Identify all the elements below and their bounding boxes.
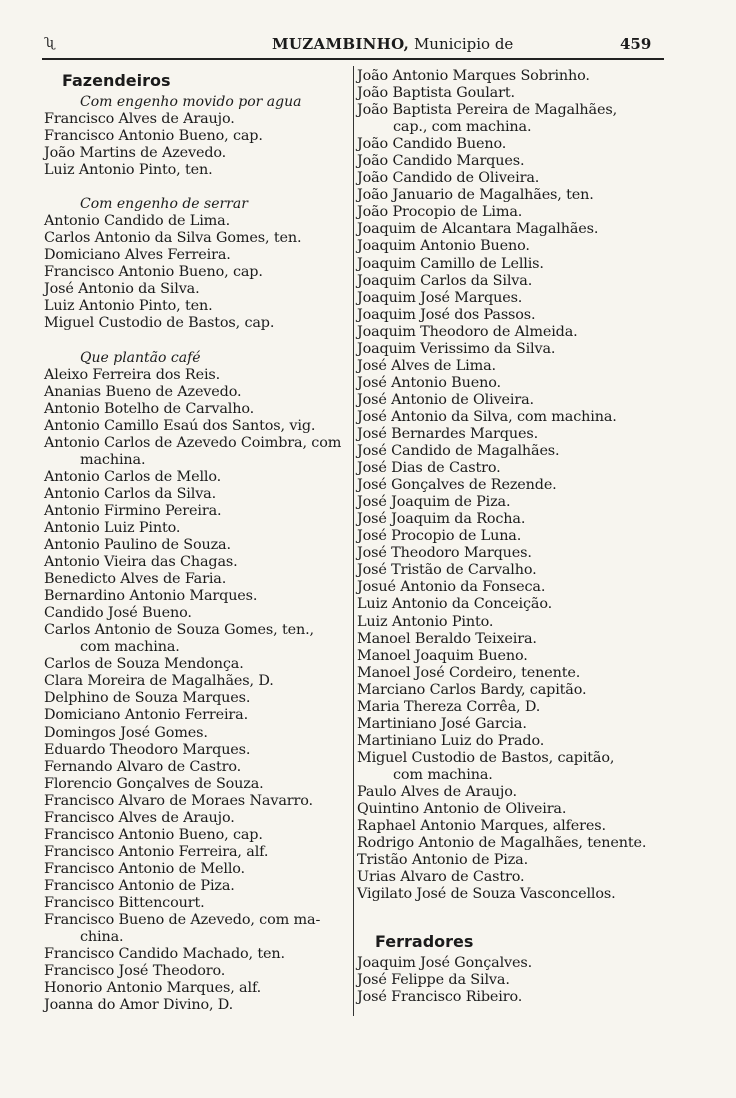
entry-line: Raphael Antonio Marques, alferes. <box>357 818 606 835</box>
entry-line: Carlos de Souza Mendonça. <box>44 656 244 673</box>
entry-line: José Joaquim de Piza. <box>357 494 511 511</box>
list-ferradores <box>357 955 669 1006</box>
entry-line: Joaquim Verissimo da Silva. <box>357 340 556 357</box>
spacer <box>44 179 350 196</box>
entry-line: Rodrigo Antonio de Magalhães, tenente. <box>357 835 647 852</box>
running-title-rest: Municipio de <box>409 35 514 53</box>
entry-line: Manoel José Cordeiro, tenente. <box>357 664 581 681</box>
entry-line: Ananias Bueno de Azevedo. <box>44 383 242 400</box>
entry-line: José Antonio de Oliveira. <box>357 391 534 408</box>
entry-line: José Antonio Bueno. <box>357 374 501 391</box>
entry-line: José Antonio da Silva. <box>44 281 200 298</box>
entry-line: João Antonio Marques Sobrinho. <box>357 68 590 84</box>
entry-line: Joaquim Carlos da Silva. <box>357 272 533 289</box>
page-header <box>28 34 668 56</box>
entry-line: Vigilato José de Souza Vasconcellos. <box>357 886 616 903</box>
list-plantao-cafe-continued <box>357 68 669 903</box>
entry-line: Carlos Antonio de Souza Gomes, ten., <box>44 622 314 639</box>
section-title-ferradores: Ferradores <box>375 932 474 952</box>
entry-line: Francisco Alves de Araujo. <box>44 809 235 826</box>
left-column <box>44 68 350 1014</box>
entry-line: Domiciano Alves Ferreira. <box>44 247 231 264</box>
entry-line: Martiniano Luiz do Prado. <box>357 732 545 749</box>
entry-line: João Candido de Oliveira. <box>357 170 540 187</box>
entry-line: Joaquim Antonio Bueno. <box>357 238 530 255</box>
section-title-fazendeiros: Fazendeiros <box>62 71 171 90</box>
entry-line: José Tristão de Carvalho. <box>357 562 537 579</box>
running-title <box>272 35 513 53</box>
entry-line: José Alves de Lima. <box>357 357 496 374</box>
entry-line: Francisco Antonio Bueno, cap. <box>44 128 263 145</box>
entry-line: Josué Antonio da Fonseca. <box>357 579 546 596</box>
column-divider <box>353 66 354 1016</box>
entry-line: Florencio Gonçalves de Souza. <box>44 775 264 792</box>
entry-line: Antonio Luiz Pinto. <box>44 519 181 536</box>
entry-line: Francisco Antonio de Mello. <box>44 860 245 877</box>
entry-line: Tristão Antonio de Piza. <box>357 852 529 869</box>
running-title-bold: MUZAMBINHO, <box>272 35 410 53</box>
entry-line: Joaquim José dos Passos. <box>357 306 536 323</box>
entry-line: Honorio Antonio Marques, alf. <box>44 980 262 997</box>
entry-line: José Joaquim da Rocha. <box>357 511 526 528</box>
entry-line: Francisco Bueno de Azevedo, com ma- <box>44 912 321 929</box>
entry-line: Joaquim José Marques. <box>357 289 523 306</box>
entry-line: Antonio Firmino Pereira. <box>44 502 222 519</box>
entry-line: Luiz Antonio da Conceição. <box>357 596 553 613</box>
entry-line: Antonio Carlos da Silva. <box>44 485 217 502</box>
list-plantao-cafe <box>44 367 350 1015</box>
entry-line: Miguel Custodio de Bastos, cap. <box>44 315 275 332</box>
spacer <box>44 333 350 350</box>
spacer <box>357 903 669 929</box>
entry-line: Domingos José Gomes. <box>44 724 208 741</box>
entry-line: Quintino Antonio de Oliveira. <box>357 801 567 818</box>
entry-line: Bernardino Antonio Marques. <box>44 588 258 605</box>
entry-line: Luiz Antonio Pinto, ten. <box>44 298 213 315</box>
entry-line: Fernando Alvaro de Castro. <box>44 758 242 775</box>
entry-line: Marciano Carlos Bardy, capitão. <box>357 681 587 698</box>
header-rule <box>42 58 664 60</box>
entry-line: com machina. <box>393 766 493 783</box>
entry-line: Delphino de Souza Marques. <box>44 690 251 707</box>
entry-line: Antonio Candido de Lima. <box>44 213 231 230</box>
entry-line: Luiz Antonio Pinto. <box>357 613 494 630</box>
entry-line: Francisco Antonio de Piza. <box>44 877 235 894</box>
entry-line: Antonio Camillo Esaú dos Santos, vig. <box>44 417 316 434</box>
entry-line: com machina. <box>80 639 180 656</box>
entry-line: João Procopio de Lima. <box>357 204 523 221</box>
entry-line: José Procopio de Luna. <box>357 528 522 545</box>
entry-line: Candido José Bueno. <box>44 605 192 622</box>
entry-line: Francisco Bittencourt. <box>44 894 205 911</box>
right-column <box>357 68 669 1006</box>
entry-line: Antonio Paulino de Souza. <box>44 536 231 553</box>
entry-line: João Candido Marques. <box>357 153 525 170</box>
entry-line: Francisco José Theodoro. <box>44 963 226 980</box>
entry-line: Benedicto Alves de Faria. <box>44 571 227 588</box>
page-number: 459 <box>620 35 652 53</box>
list-engenho-agua <box>44 111 350 179</box>
entry-line: Manoel Beraldo Teixeira. <box>357 630 537 647</box>
entry-line: Francisco Alvaro de Moraes Navarro. <box>44 792 313 809</box>
entry-line: Urias Alvaro de Castro. <box>357 869 525 886</box>
entry-line: Joaquim Camillo de Lellis. <box>357 255 544 272</box>
subtitle-plantao-cafe: Que plantão café <box>80 349 201 366</box>
entry-line: José Candido de Magalhães. <box>357 443 560 460</box>
entry-line: Martiniano José Garcia. <box>357 715 527 732</box>
entry-line: cap., com machina. <box>393 119 532 136</box>
entry-line: Luiz Antonio Pinto, ten. <box>44 162 213 179</box>
entry-line: João Januario de Magalhães, ten. <box>357 187 594 204</box>
list-engenho-serrar <box>44 213 350 332</box>
entry-line: João Martins de Azevedo. <box>44 145 227 162</box>
entry-line: Francisco Candido Machado, ten. <box>44 946 285 963</box>
entry-line: Aleixo Ferreira dos Reis. <box>44 366 221 383</box>
entry-line: José Bernardes Marques. <box>357 425 538 442</box>
entry-line: Eduardo Theodoro Marques. <box>44 741 251 758</box>
entry-line: Francisco Antonio Bueno, cap. <box>44 826 263 843</box>
entry-line: Maria Thereza Corrêa, D. <box>357 698 541 715</box>
entry-line: João Baptista Pereira de Magalhães, <box>357 102 617 119</box>
entry-line: Joaquim de Alcantara Magalhães. <box>357 221 599 238</box>
entry-line: china. <box>80 929 124 946</box>
entry-line: Francisco Alves de Araujo. <box>44 111 235 127</box>
entry-line: Carlos Antonio da Silva Gomes, ten. <box>44 230 302 247</box>
entry-line: José Antonio da Silva, com machina. <box>357 408 617 425</box>
entry-line: José Felippe da Silva. <box>357 972 510 989</box>
entry-line: Antonio Botelho de Carvalho. <box>44 400 255 417</box>
entry-line: Manoel Joaquim Bueno. <box>357 647 528 664</box>
entry-line: Paulo Alves de Araujo. <box>357 783 517 800</box>
entry-line: José Francisco Ribeiro. <box>357 989 523 1006</box>
entry-line: Domiciano Antonio Ferreira. <box>44 707 248 724</box>
entry-line: Joaquim José Gonçalves. <box>357 955 533 972</box>
entry-line: machina. <box>80 451 146 468</box>
ornament-mark: ʯ <box>44 36 54 51</box>
entry-line: Clara Moreira de Magalhães, D. <box>44 673 274 690</box>
entry-line: João Candido Bueno. <box>357 136 507 153</box>
entry-line: Joaquim Theodoro de Almeida. <box>357 323 578 340</box>
entry-line: Francisco Antonio Ferreira, alf. <box>44 843 269 860</box>
entry-line: Miguel Custodio de Bastos, capitão, <box>357 749 615 766</box>
entry-line: José Theodoro Marques. <box>357 545 532 562</box>
entry-line: Francisco Antonio Bueno, cap. <box>44 264 263 281</box>
entry-line: Antonio Carlos de Azevedo Coimbra, com <box>44 434 342 451</box>
entry-line: José Dias de Castro. <box>357 460 501 477</box>
entry-line: José Gonçalves de Rezende. <box>357 477 557 494</box>
entry-line: João Baptista Goulart. <box>357 85 515 102</box>
subtitle-engenho-serrar: Com engenho de serrar <box>80 196 248 213</box>
entry-line: Joanna do Amor Divino, D. <box>44 997 234 1014</box>
entry-line: Antonio Carlos de Mello. <box>44 468 222 485</box>
entry-line: Antonio Vieira das Chagas. <box>44 554 238 571</box>
subtitle-engenho-agua: Com engenho movido por agua <box>80 94 302 110</box>
